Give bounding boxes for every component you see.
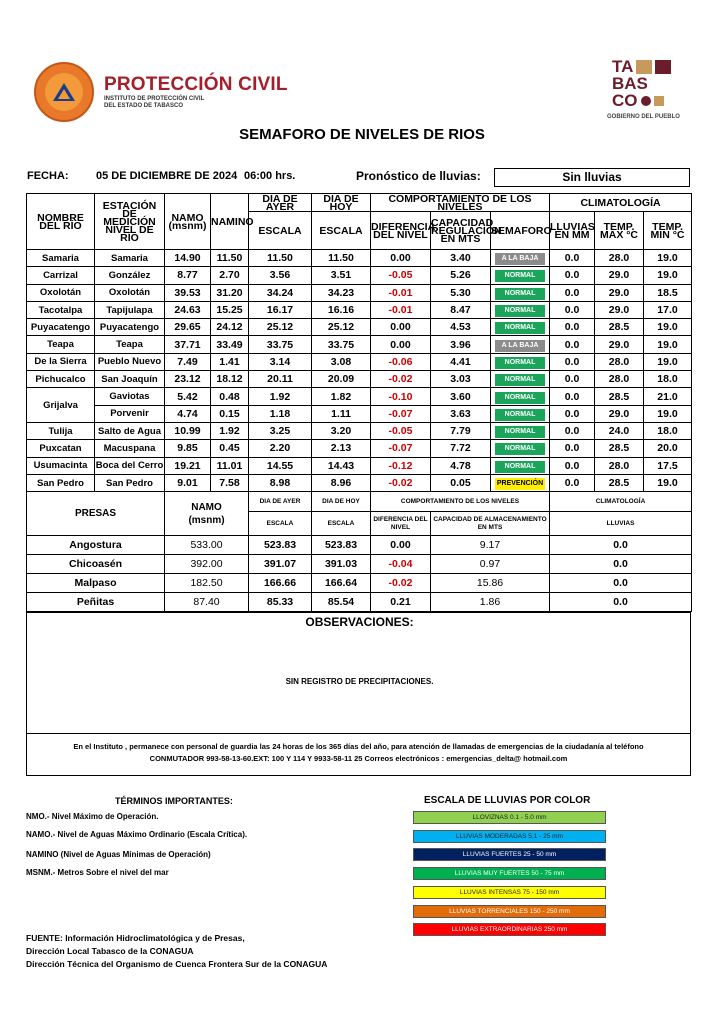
lluvia-value: 0.0 <box>550 353 595 370</box>
proteccion-civil-logo <box>34 62 94 122</box>
col-semaforo: SEMAFORO <box>491 212 550 250</box>
observaciones-box <box>26 612 691 776</box>
station-name: Porvenir <box>95 405 165 422</box>
observaciones-title: OBSERVACIONES: <box>305 615 414 629</box>
col-dia-hoy: DIA DE HOY <box>312 194 371 212</box>
semaforo-cell <box>491 474 550 491</box>
lluvia-value: 0.0 <box>550 474 595 491</box>
temp-max-value: 28.0 <box>595 371 644 388</box>
diferencia-value: -0.01 <box>371 301 431 318</box>
capacidad-value: 3.03 <box>431 371 491 388</box>
capacidad-value: 3.40 <box>431 250 491 267</box>
escala-ayer-value: 33.75 <box>249 336 312 353</box>
station-name: Teapa <box>95 336 165 353</box>
river-name: Samaria <box>27 250 95 267</box>
legend-item: LLUVIAS TORRENCIALES 150 - 250 mm <box>413 905 606 918</box>
presa-escala-hoy: 523.83 <box>312 536 371 555</box>
semaforo-badge: NORMAL <box>495 409 545 421</box>
col-estacion: ESTACIÓN DE MEDICIÓN NIVEL DE RÍO <box>95 194 165 250</box>
presa-escala-ayer: 166.66 <box>249 574 312 593</box>
capacidad-value: 7.79 <box>431 422 491 439</box>
diferencia-value: -0.12 <box>371 457 431 474</box>
temp-max-value: 29.0 <box>595 301 644 318</box>
presa-row <box>27 536 692 555</box>
presa-name: Angostura <box>27 536 165 555</box>
temp-max-value: 24.0 <box>595 422 644 439</box>
presa-lluvia: 0.0 <box>550 574 692 593</box>
escala-hoy-value: 16.16 <box>312 301 371 318</box>
escala-ayer-value: 11.50 <box>249 250 312 267</box>
namino-value: 11.50 <box>211 250 249 267</box>
namo-value: 19.21 <box>165 457 211 474</box>
temp-min-value: 18.0 <box>644 371 692 388</box>
station-name: Pueblo Nuevo <box>95 353 165 370</box>
semaforo-cell <box>491 388 550 405</box>
station-name: González <box>95 267 165 284</box>
semaforo-badge: NORMAL <box>495 392 545 404</box>
river-name: De la Sierra <box>27 353 95 370</box>
temp-max-value: 28.5 <box>595 440 644 457</box>
escala-ayer-value: 14.55 <box>249 457 312 474</box>
capacidad-value: 5.26 <box>431 267 491 284</box>
presa-namo: 87.40 <box>165 593 249 612</box>
diferencia-value: -0.10 <box>371 388 431 405</box>
presa-escala-ayer: 391.07 <box>249 555 312 574</box>
temp-min-value: 19.0 <box>644 267 692 284</box>
presas-col-namo: NAMO (msnm) <box>165 492 249 536</box>
semaforo-badge: NORMAL <box>495 426 545 438</box>
river-name: Teapa <box>27 336 95 353</box>
presa-lluvia: 0.0 <box>550 593 692 612</box>
legend-item: LLUVIAS INTENSAS 75 - 150 mm <box>413 886 606 899</box>
temp-max-value: 28.5 <box>595 474 644 491</box>
temp-min-value: 19.0 <box>644 405 692 422</box>
namo-value: 7.49 <box>165 353 211 370</box>
presa-capacidad: 0.97 <box>431 555 550 574</box>
term-item: MSNM.- Metros Sobre el nivel del mar <box>26 868 169 877</box>
river-row <box>27 353 692 370</box>
presas-col-lluvias: LLUVIAS <box>550 512 692 536</box>
presa-diferencia: 0.21 <box>371 593 431 612</box>
temp-max-value: 28.5 <box>595 319 644 336</box>
semaforo-badge: PREVENCIÓN <box>495 478 545 490</box>
temp-max-value: 28.0 <box>595 353 644 370</box>
legend-item: LLUVIAS MODERADAS 5.1 - 25 mm <box>413 830 606 843</box>
escala-hoy-value: 33.75 <box>312 336 371 353</box>
presas-col-escala-ayer: ESCALA <box>249 512 312 536</box>
escala-hoy-value: 3.20 <box>312 422 371 439</box>
diferencia-value: -0.07 <box>371 405 431 422</box>
capacidad-value: 8.47 <box>431 301 491 318</box>
semaforo-cell <box>491 250 550 267</box>
station-name: Boca del Cerro <box>95 457 165 474</box>
presa-diferencia: -0.04 <box>371 555 431 574</box>
observaciones-text: SIN REGISTRO DE PRECIPITACIONES. <box>285 677 434 686</box>
namino-value: 1.92 <box>211 422 249 439</box>
temp-max-value: 29.0 <box>595 284 644 301</box>
presa-name: Peñitas <box>27 593 165 612</box>
temp-min-value: 19.0 <box>644 474 692 491</box>
pronostico-label: Pronóstico de lluvias: <box>356 169 481 183</box>
namino-value: 18.12 <box>211 371 249 388</box>
col-namo: NAMO (msnm) <box>165 194 211 250</box>
namo-value: 37.71 <box>165 336 211 353</box>
lluvia-value: 0.0 <box>550 405 595 422</box>
capacidad-value: 4.41 <box>431 353 491 370</box>
namo-value: 24.63 <box>165 301 211 318</box>
diferencia-value: -0.07 <box>371 440 431 457</box>
lluvia-value: 0.0 <box>550 336 595 353</box>
escala-ayer-value: 1.92 <box>249 388 312 405</box>
temp-max-value: 29.0 <box>595 336 644 353</box>
station-name: San Joaquín <box>95 371 165 388</box>
temp-min-value: 17.0 <box>644 301 692 318</box>
temp-min-value: 18.0 <box>644 422 692 439</box>
semaforo-cell <box>491 301 550 318</box>
col-nombre-rio: NOMBRE DEL RÍO <box>27 194 95 250</box>
river-row <box>27 284 692 301</box>
escala-hoy-value: 20.09 <box>312 371 371 388</box>
river-row <box>27 336 692 353</box>
temp-max-value: 29.0 <box>595 405 644 422</box>
tabasco-subtitle: GOBIERNO DEL PUEBLO <box>607 114 680 120</box>
semaforo-cell <box>491 440 550 457</box>
legend-item: LLUVIAS FUERTES 25 - 50 mm <box>413 848 606 861</box>
org-subtitle-1: INSTITUTO DE PROTECCIÓN CIVIL <box>104 96 205 102</box>
river-name: Tulija <box>27 422 95 439</box>
semaforo-badge: NORMAL <box>495 374 545 386</box>
station-name: San Pedro <box>95 474 165 491</box>
escala-hoy-value: 34.23 <box>312 284 371 301</box>
namino-value: 0.15 <box>211 405 249 422</box>
namo-value: 23.12 <box>165 371 211 388</box>
diferencia-value: -0.05 <box>371 422 431 439</box>
semaforo-cell <box>491 353 550 370</box>
semaforo-cell <box>491 267 550 284</box>
presas-table <box>26 491 692 612</box>
capacidad-value: 5.30 <box>431 284 491 301</box>
lluvia-value: 0.0 <box>550 284 595 301</box>
namino-value: 33.49 <box>211 336 249 353</box>
presa-row <box>27 555 692 574</box>
escala-ayer-value: 3.25 <box>249 422 312 439</box>
temp-min-value: 20.0 <box>644 440 692 457</box>
col-temp-min: TEMP. MIN °C <box>644 212 692 250</box>
term-item: NAMINO (Nivel de Aguas Mínimas de Operación) <box>26 850 211 859</box>
namo-value: 5.42 <box>165 388 211 405</box>
capacidad-value: 7.72 <box>431 440 491 457</box>
lluvia-value: 0.0 <box>550 301 595 318</box>
diferencia-value: -0.01 <box>371 284 431 301</box>
namino-value: 1.41 <box>211 353 249 370</box>
escala-ayer-value: 16.17 <box>249 301 312 318</box>
presas-col-comportamiento: COMPORTAMIENTO DE LOS NIVELES <box>371 492 550 512</box>
col-lluvias: LLUVIAS EN MM <box>550 212 595 250</box>
presa-capacidad: 1.86 <box>431 593 550 612</box>
river-name: Tacotalpa <box>27 301 95 318</box>
temp-min-value: 19.0 <box>644 250 692 267</box>
col-diferencia: DIFERENCIA DEL NIVEL <box>371 212 431 250</box>
fecha-value: 05 DE DICIEMBRE DE 2024 <box>96 170 238 182</box>
diferencia-value: 0.00 <box>371 319 431 336</box>
namino-value: 7.58 <box>211 474 249 491</box>
semaforo-cell <box>491 284 550 301</box>
tabasco-logo: TA BAS CO <box>612 58 690 109</box>
escala-ayer-value: 2.20 <box>249 440 312 457</box>
presa-diferencia: -0.02 <box>371 574 431 593</box>
river-name: Usumacinta <box>27 457 95 474</box>
legend-item: LLUVIAS MUY FUERTES 50 - 75 mm <box>413 867 606 880</box>
escala-ayer-value: 34.24 <box>249 284 312 301</box>
capacidad-value: 3.63 <box>431 405 491 422</box>
river-name: Oxolotán <box>27 284 95 301</box>
presas-col-presas: PRESAS <box>27 492 165 536</box>
semaforo-cell <box>491 319 550 336</box>
lluvia-value: 0.0 <box>550 388 595 405</box>
namino-value: 31.20 <box>211 284 249 301</box>
namo-value: 10.99 <box>165 422 211 439</box>
escala-ayer-value: 3.14 <box>249 353 312 370</box>
namino-value: 0.48 <box>211 388 249 405</box>
presas-col-escala-hoy: ESCALA <box>312 512 371 536</box>
presa-escala-hoy: 85.54 <box>312 593 371 612</box>
river-row <box>27 457 692 474</box>
capacidad-value: 3.60 <box>431 388 491 405</box>
station-name: Salto de Agua <box>95 422 165 439</box>
pronostico-value: Sin lluvias <box>494 168 690 187</box>
lluvia-value: 0.0 <box>550 319 595 336</box>
temp-max-value: 28.5 <box>595 388 644 405</box>
fuente-line-2: Dirección Local Tabasco de la CONAGUA <box>26 946 194 956</box>
observaciones-divider <box>27 733 690 734</box>
river-name: Pichucalco <box>27 371 95 388</box>
presa-capacidad: 9.17 <box>431 536 550 555</box>
contact-line-2: CONMUTADOR 993-58-13-60.EXT: 100 Y 114 Y 9933-58-11 25 Correos electrónicos : emergencias_delta@ hotmail.com <box>149 754 568 763</box>
river-row <box>27 422 692 439</box>
capacidad-value: 4.53 <box>431 319 491 336</box>
escala-ayer-value: 25.12 <box>249 319 312 336</box>
namo-value: 9.01 <box>165 474 211 491</box>
presa-escala-ayer: 523.83 <box>249 536 312 555</box>
escala-ayer-value: 8.98 <box>249 474 312 491</box>
escala-hoy-value: 3.08 <box>312 353 371 370</box>
presa-escala-hoy: 391.03 <box>312 555 371 574</box>
presa-name: Malpaso <box>27 574 165 593</box>
semaforo-cell <box>491 422 550 439</box>
temp-max-value: 28.0 <box>595 250 644 267</box>
presa-capacidad: 15.86 <box>431 574 550 593</box>
diferencia-value: 0.00 <box>371 336 431 353</box>
presas-col-dia-hoy: DIA DE HOY <box>312 492 371 512</box>
org-title: PROTECCIÓN CIVIL <box>104 74 288 95</box>
org-subtitle-2: DEL ESTADO DE TABASCO <box>104 103 184 109</box>
escala-ayer-value: 1.18 <box>249 405 312 422</box>
page-title: SEMAFORO DE NIVELES DE RIOS <box>239 126 485 143</box>
namo-value: 29.65 <box>165 319 211 336</box>
river-row <box>27 301 692 318</box>
river-row <box>27 388 692 405</box>
semaforo-cell <box>491 457 550 474</box>
escala-hoy-value: 3.51 <box>312 267 371 284</box>
river-row <box>27 371 692 388</box>
semaforo-badge: NORMAL <box>495 357 545 369</box>
station-name: Gaviotas <box>95 388 165 405</box>
semaforo-cell <box>491 371 550 388</box>
col-dia-ayer: DIA DE AYER <box>249 194 312 212</box>
semaforo-badge: NORMAL <box>495 288 545 300</box>
presa-escala-ayer: 85.33 <box>249 593 312 612</box>
temp-min-value: 21.0 <box>644 388 692 405</box>
semaforo-cell <box>491 405 550 422</box>
station-name: Puyacatengo <box>95 319 165 336</box>
presa-lluvia: 0.0 <box>550 536 692 555</box>
semaforo-badge: NORMAL <box>495 270 545 282</box>
semaforo-badge: NORMAL <box>495 443 545 455</box>
col-comportamiento: COMPORTAMIENTO DE LOS NIVELES <box>371 194 550 212</box>
namino-value: 24.12 <box>211 319 249 336</box>
term-item: NAMO.- Nivel de Aguas Máximo Ordinario (Escala Crítica). <box>26 830 248 839</box>
namino-value: 15.25 <box>211 301 249 318</box>
temp-min-value: 17.5 <box>644 457 692 474</box>
col-temp-max: TEMP. MAX °C <box>595 212 644 250</box>
station-name: Macuspana <box>95 440 165 457</box>
presa-row <box>27 593 692 612</box>
semaforo-badge: A LA BAJA <box>495 253 545 265</box>
escala-hoy-value: 14.43 <box>312 457 371 474</box>
temp-min-value: 19.0 <box>644 319 692 336</box>
river-name: San Pedro <box>27 474 95 491</box>
temp-min-value: 19.0 <box>644 353 692 370</box>
river-name: Puxcatan <box>27 440 95 457</box>
presa-diferencia: 0.00 <box>371 536 431 555</box>
namo-value: 8.77 <box>165 267 211 284</box>
escala-hoy-value: 25.12 <box>312 319 371 336</box>
escala-hoy-value: 1.82 <box>312 388 371 405</box>
river-row <box>27 250 692 267</box>
lluvia-value: 0.0 <box>550 440 595 457</box>
river-row <box>27 440 692 457</box>
semaforo-badge: A LA BAJA <box>495 340 545 352</box>
lluvia-value: 0.0 <box>550 267 595 284</box>
contact-line-1: En el Instituto , permanece con personal de guardia las 24 horas de los 365 días del año, para atención de llamadas de emergencias de la ciudadanía al teléfono <box>73 742 644 751</box>
river-row <box>27 474 692 491</box>
river-name: Puyacatengo <box>27 319 95 336</box>
presas-col-dia-ayer: DIA DE AYER <box>249 492 312 512</box>
escala-hoy-value: 8.96 <box>312 474 371 491</box>
presa-row <box>27 574 692 593</box>
term-item: NMO.- Nivel Máximo de Operación. <box>26 812 159 821</box>
capacidad-value: 0.05 <box>431 474 491 491</box>
hora-value: 06:00 hrs. <box>244 170 296 182</box>
lluvia-value: 0.0 <box>550 250 595 267</box>
semaforo-badge: NORMAL <box>495 461 545 473</box>
fuente-line-1: FUENTE: Información Hidroclimatológica y de Presas, <box>26 933 245 943</box>
presa-lluvia: 0.0 <box>550 555 692 574</box>
namo-value: 9.85 <box>165 440 211 457</box>
presa-name: Chicoasén <box>27 555 165 574</box>
legend-item: LLOVIZNAS 0.1 - 5.0 mm <box>413 811 606 824</box>
river-row <box>27 405 692 422</box>
rivers-table <box>26 193 692 492</box>
escala-ayer-value: 20.11 <box>249 371 312 388</box>
station-name: Oxolotán <box>95 284 165 301</box>
presa-namo: 182.50 <box>165 574 249 593</box>
temp-min-value: 19.0 <box>644 336 692 353</box>
presa-namo: 533.00 <box>165 536 249 555</box>
col-escala-ayer: ESCALA <box>249 212 312 250</box>
diferencia-value: -0.02 <box>371 474 431 491</box>
presas-col-diferencia: DIFERENCIA DEL NIVEL <box>371 512 431 536</box>
river-row <box>27 319 692 336</box>
namino-value: 11.01 <box>211 457 249 474</box>
col-climatologia: CLIMATOLOGÍA <box>550 194 692 212</box>
presas-col-climatologia: CLIMATOLOGÍA <box>550 492 692 512</box>
temp-max-value: 28.0 <box>595 457 644 474</box>
capacidad-value: 4.78 <box>431 457 491 474</box>
station-name: Tapijulapa <box>95 301 165 318</box>
semaforo-badge: NORMAL <box>495 305 545 317</box>
escala-ayer-value: 3.56 <box>249 267 312 284</box>
diferencia-value: -0.06 <box>371 353 431 370</box>
presa-escala-hoy: 166.64 <box>312 574 371 593</box>
river-name: Grijalva <box>27 388 95 423</box>
namo-value: 4.74 <box>165 405 211 422</box>
fecha-label: FECHA: <box>27 170 69 182</box>
escala-hoy-value: 1.11 <box>312 405 371 422</box>
semaforo-badge: NORMAL <box>495 322 545 334</box>
legend-title: ESCALA DE LLUVIAS POR COLOR <box>424 795 591 806</box>
temp-min-value: 18.5 <box>644 284 692 301</box>
diferencia-value: -0.05 <box>371 267 431 284</box>
lluvia-value: 0.0 <box>550 371 595 388</box>
river-name: Carrizal <box>27 267 95 284</box>
presas-col-capacidad: CAPACIDAD DE ALMACENAMIENTO EN MTS <box>431 512 550 536</box>
col-escala-hoy: ESCALA <box>312 212 371 250</box>
col-capacidad: CAPACIDAD REGULACION EN MTS <box>431 212 491 250</box>
diferencia-value: 0.00 <box>371 250 431 267</box>
namo-value: 14.90 <box>165 250 211 267</box>
namo-value: 39.53 <box>165 284 211 301</box>
station-name: Samaria <box>95 250 165 267</box>
escala-hoy-value: 11.50 <box>312 250 371 267</box>
col-namino: NAMINO <box>211 194 249 250</box>
lluvia-value: 0.0 <box>550 422 595 439</box>
capacidad-value: 3.96 <box>431 336 491 353</box>
lluvia-value: 0.0 <box>550 457 595 474</box>
temp-max-value: 29.0 <box>595 267 644 284</box>
namino-value: 2.70 <box>211 267 249 284</box>
fuente-line-3: Dirección Técnica del Organismo de Cuenca Frontera Sur de la CONAGUA <box>26 959 328 969</box>
presa-namo: 392.00 <box>165 555 249 574</box>
legend-item: LLUVIAS EXTRAORDINARIAS 250 mm <box>413 923 606 936</box>
terms-title: TÉRMINOS IMPORTANTES: <box>115 796 233 806</box>
river-row <box>27 267 692 284</box>
semaforo-cell <box>491 336 550 353</box>
escala-hoy-value: 2.13 <box>312 440 371 457</box>
namino-value: 0.45 <box>211 440 249 457</box>
diferencia-value: -0.02 <box>371 371 431 388</box>
